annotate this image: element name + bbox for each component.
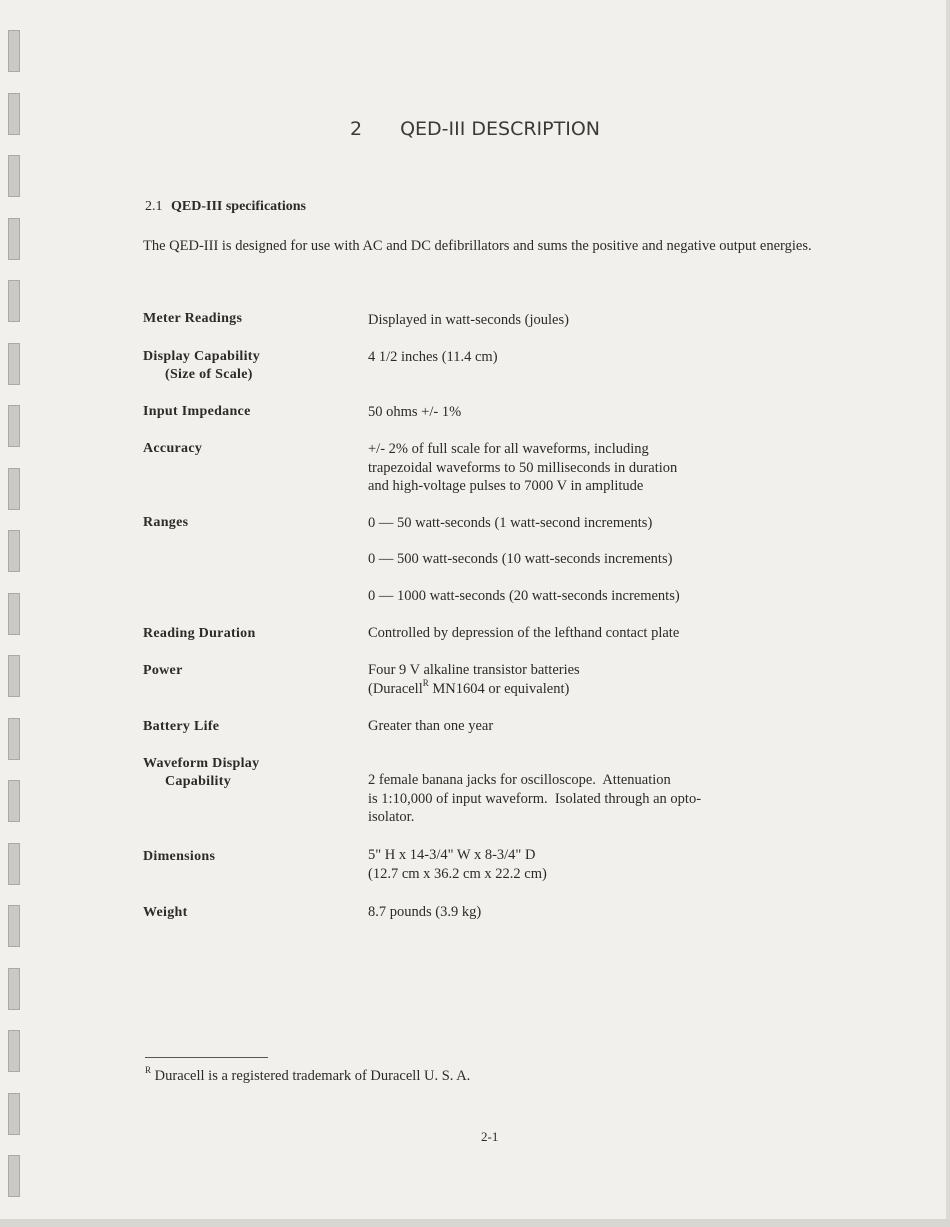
section-heading [145, 199, 306, 215]
spec-value-range-1: 0 — 50 watt-seconds (1 watt-second increments) [368, 515, 653, 531]
spec-value-line: +/- 2% of full scale for all waveforms, including [368, 441, 649, 457]
binder-hole-mark [8, 343, 20, 385]
footnote-mark: R [145, 1065, 152, 1075]
spec-label-line: Capability [165, 774, 232, 789]
page-edge [946, 0, 950, 1227]
chapter-number: 2 [350, 118, 363, 140]
spec-label-line: Display Capability [143, 349, 261, 364]
spec-value-reading-duration: Controlled by depression of the lefthand contact plate [368, 625, 680, 641]
power-text-a: (Duracell [368, 680, 423, 697]
spec-label-meter-readings: Meter Readings [143, 311, 243, 326]
spec-value-line: trapezoidal waveforms to 50 milliseconds in duration [368, 459, 678, 476]
spec-value-line: (12.7 cm x 36.2 cm x 22.2 cm) [368, 865, 547, 882]
spec-value-power [368, 661, 838, 698]
spec-label-reading-duration: Reading Duration [143, 626, 256, 641]
spec-value-line: isolator. [368, 809, 415, 825]
spec-value-weight: 8.7 pounds (3.9 kg) [368, 904, 482, 920]
spec-value-line: 5" H x 14-3/4" W x 8-3/4" D [368, 847, 536, 863]
spec-value-meter-readings: Displayed in watt-seconds (joules) [368, 312, 569, 328]
binder-hole-mark [8, 1030, 20, 1072]
binder-hole-mark [8, 968, 20, 1010]
spec-label-ranges: Ranges [143, 515, 189, 530]
registered-mark: R [422, 677, 429, 688]
binder-hole-mark [8, 780, 20, 822]
spec-label-input-impedance: Input Impedance [143, 404, 251, 419]
spec-value-range-2: 0 — 500 watt-seconds (10 watt-seconds increments) [368, 551, 673, 567]
binder-hole-mark [8, 655, 20, 697]
spec-label-line: (Size of Scale) [165, 367, 253, 382]
spec-value-input-impedance: 50 ohms +/- 1% [368, 404, 462, 420]
spec-value-waveform-display [368, 771, 838, 827]
binder-hole-mark [8, 30, 20, 72]
spec-value-range-3: 0 — 1000 watt-seconds (20 watt-seconds increments) [368, 588, 680, 604]
spec-value-line: and high-voltage pulses to 7000 V in amplitude [368, 478, 644, 494]
spec-value-line: Four 9 V alkaline transistor batteries [368, 662, 580, 678]
binder-hole-mark [8, 155, 20, 197]
binder-hole-mark [8, 280, 20, 322]
page-edge [0, 1219, 950, 1227]
spec-value-display-capability: 4 1/2 inches (11.4 cm) [368, 349, 498, 365]
binder-hole-mark [8, 405, 20, 447]
spec-value-battery-life: Greater than one year [368, 718, 494, 734]
binder-hole-mark [8, 1093, 20, 1135]
spec-label-accuracy: Accuracy [143, 441, 203, 456]
section-number: 2.1 [145, 199, 163, 214]
spec-value-line [368, 677, 838, 699]
section-title: QED-III specifications [171, 199, 306, 214]
spec-label-waveform-display [143, 755, 259, 791]
intro-paragraph: The QED-III is designed for use with AC and DC defibrillators and sums the positive and negative output energies. [143, 238, 812, 254]
spec-value-line: 2 female banana jacks for oscilloscope. Attenuation [368, 772, 671, 788]
binder-hole-mark [8, 218, 20, 260]
binder-hole-mark [8, 843, 20, 885]
spec-value-line: is 1:10,000 of input waveform. Isolated through an opto- [368, 790, 702, 807]
power-text-b: MN1604 or equivalent) [428, 680, 570, 697]
spec-label-power: Power [143, 663, 183, 678]
chapter-title: QED-III DESCRIPTION [400, 118, 600, 140]
binder-hole-mark [8, 593, 20, 635]
footnote-text: Duracell is a registered trademark of Duracell U. S. A. [151, 1068, 471, 1084]
spec-label-battery-life: Battery Life [143, 719, 220, 734]
binder-hole-mark [8, 1155, 20, 1197]
spec-label-weight: Weight [143, 905, 188, 920]
spec-value-accuracy [368, 440, 838, 496]
chapter-heading [0, 118, 950, 140]
footnote-rule [145, 1057, 268, 1058]
footnote [145, 1065, 471, 1085]
page-number: 2-1 [481, 1129, 499, 1144]
spec-value-dimensions [368, 846, 838, 883]
binder-hole-mark [8, 530, 20, 572]
spec-label-dimensions: Dimensions [143, 849, 216, 864]
binder-hole-mark [8, 905, 20, 947]
binder-hole-mark [8, 718, 20, 760]
spec-label-line: Waveform Display [143, 756, 260, 771]
spec-label-display-capability [143, 348, 260, 384]
binder-hole-mark [8, 468, 20, 510]
